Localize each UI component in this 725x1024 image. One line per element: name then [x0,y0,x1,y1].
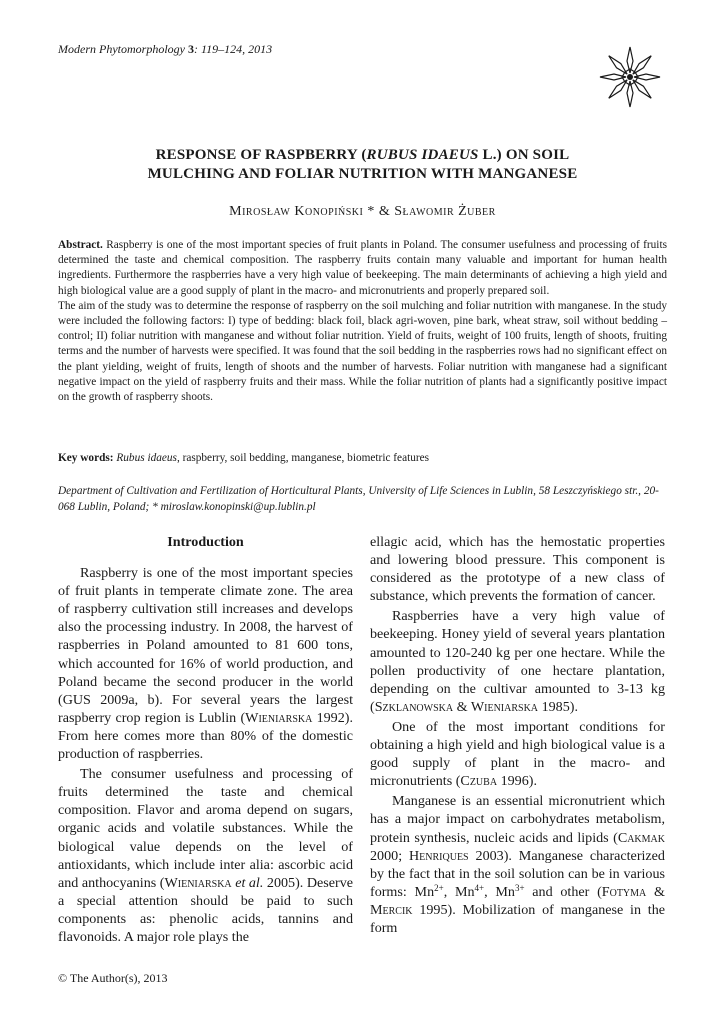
copyright-footer: © The Author(s), 2013 [58,971,168,985]
keywords: Key words: Rubus idaeus, raspberry, soil bedding, manganese, biometric features [58,452,430,464]
affiliation: Department of Cultivation and Fertilization of Horticultural Plants, University of Life Sciences in Lublin, 58 Leszczyńskiego str., 20-068 Lublin, Poland; * miroslaw.konopinski@up.lublin.pl [58,485,659,513]
journal-logo-icon [598,45,662,109]
section-heading: Introduction [167,534,244,550]
article-title: RESPONSE OF RASPBERRY (RUBUS IDAEUS L.) ON SOIL MULCHING AND FOLIAR NUTRITION WITH MANGANESE [147,147,578,182]
paragraph: Raspberry is one of the most important species of fruit plants in temperate climate zone. The area of raspberry cultivation still increases and develops also the processing industry. In 2008, the harvest of raspberries in Poland amounted to 81 600 tons, which accounted for 16% of world production, and Poland became the second producer in the world (GUS 2009a, b). For several years the largest raspberry crop region is Lublin (Wieniarska 1992). From here comes more than 80% of the domestic production of raspberries. [58,565,353,763]
title-species: RUBUS IDAEUS [366,147,479,163]
abstract [58,238,667,405]
journal-name: Modern Phytomorphology [58,42,185,56]
paragraph: Raspberries have a very high value of beekeeping. Honey yield of several years plantation amounted to 120-240 kg per one hectare. While the pollen productivity of one hectare plantation, depending on the cultivar amounted to 3-13 kg (Szklanowska & Wieniarska 1985). [370,608,665,715]
abstract-label: Abstract. [58,239,103,251]
journal-volume: 3 [187,42,194,56]
journal-citation [58,42,272,57]
paragraph: One of the most important conditions for obtaining a high yield and high biological value is a good supply of plant in the macro- and micronutrients (Czuba 1996). [370,718,665,790]
paragraph: Manganese is an essential micronutrient which has a major impact on carbohydrates metabolism, protein synthesis, nucleic acids and lipids (Cakmak 2000; Henriques 2003). Manganese characterized by the fact that in the soil solution can be in various forms: $Mn^{2+}$, $Mn^{4+}$, $Mn^{3+}$ and other (Fotyma & Mercik 1995). Mobilization of manganese in the form [370,793,665,936]
right-column [370,533,665,939]
left-column [58,533,353,948]
paragraph: ellagic acid, which has the hemostatic properties and lowering blood pressure. This component is considered as the prototype of a new class of substance, which prevents the formation of cancer. [370,534,665,605]
paragraph: The consumer usefulness and processing of fruits determined the taste and chemical composition. Flavor and aroma depend on sugars, organic acids and volatile substances. While the biological value depends on the level of antioxidants, which include inter alia: ascorbic acid and anthocyanins (Wieniarska et al. 2005). Deserve a special attention should be paid to such components as: phenolic acids, tannins and flavonoids. A major role plays the [58,766,354,945]
abstract-p1: Raspberry is one of the most important species of fruit plants in Poland. The consumer usefulness and processing of fruits determined the taste and chemical composition. The raspberry fruits contain many valuable and important for human health ingredients. Furthermore the raspberries have a very high value of beekeeping. The main determinants of achieving a high yield and high biological value are a good supply of plant in the macro- and micronutrients and properly prepared soil. [58,239,667,297]
journal-pages: : 119–124, 2013 [193,42,273,56]
authors: Mirosław Konopiński * & Sławomir Żuber [229,204,496,219]
abstract-p2: The aim of the study was to determine the response of raspberry on the soil mulching and foliar nutrition with manganese. In the study were included the following factors: I) type of bedding: black foil, black agri-woven, pine bark, wheat straw, soil without bedding – control; II) foliar nutrition with manganese and without foliar nutrition. Yield of fruits, weight of 100 fruits, length of shoots, fruiting terms and the number of harvests were specified. It was found that the soil bedding in the raspberries rows had no significant effect on the plant yielding, weight of fruits, length of shoots and the number of harvests. Foliar nutrition with manganese had a significant negative impact on the yield of raspberry fruits and their mass. While the foliar nutrition of plants had a significantly positive impact on the growth of raspberry shoots. [58,299,667,404]
